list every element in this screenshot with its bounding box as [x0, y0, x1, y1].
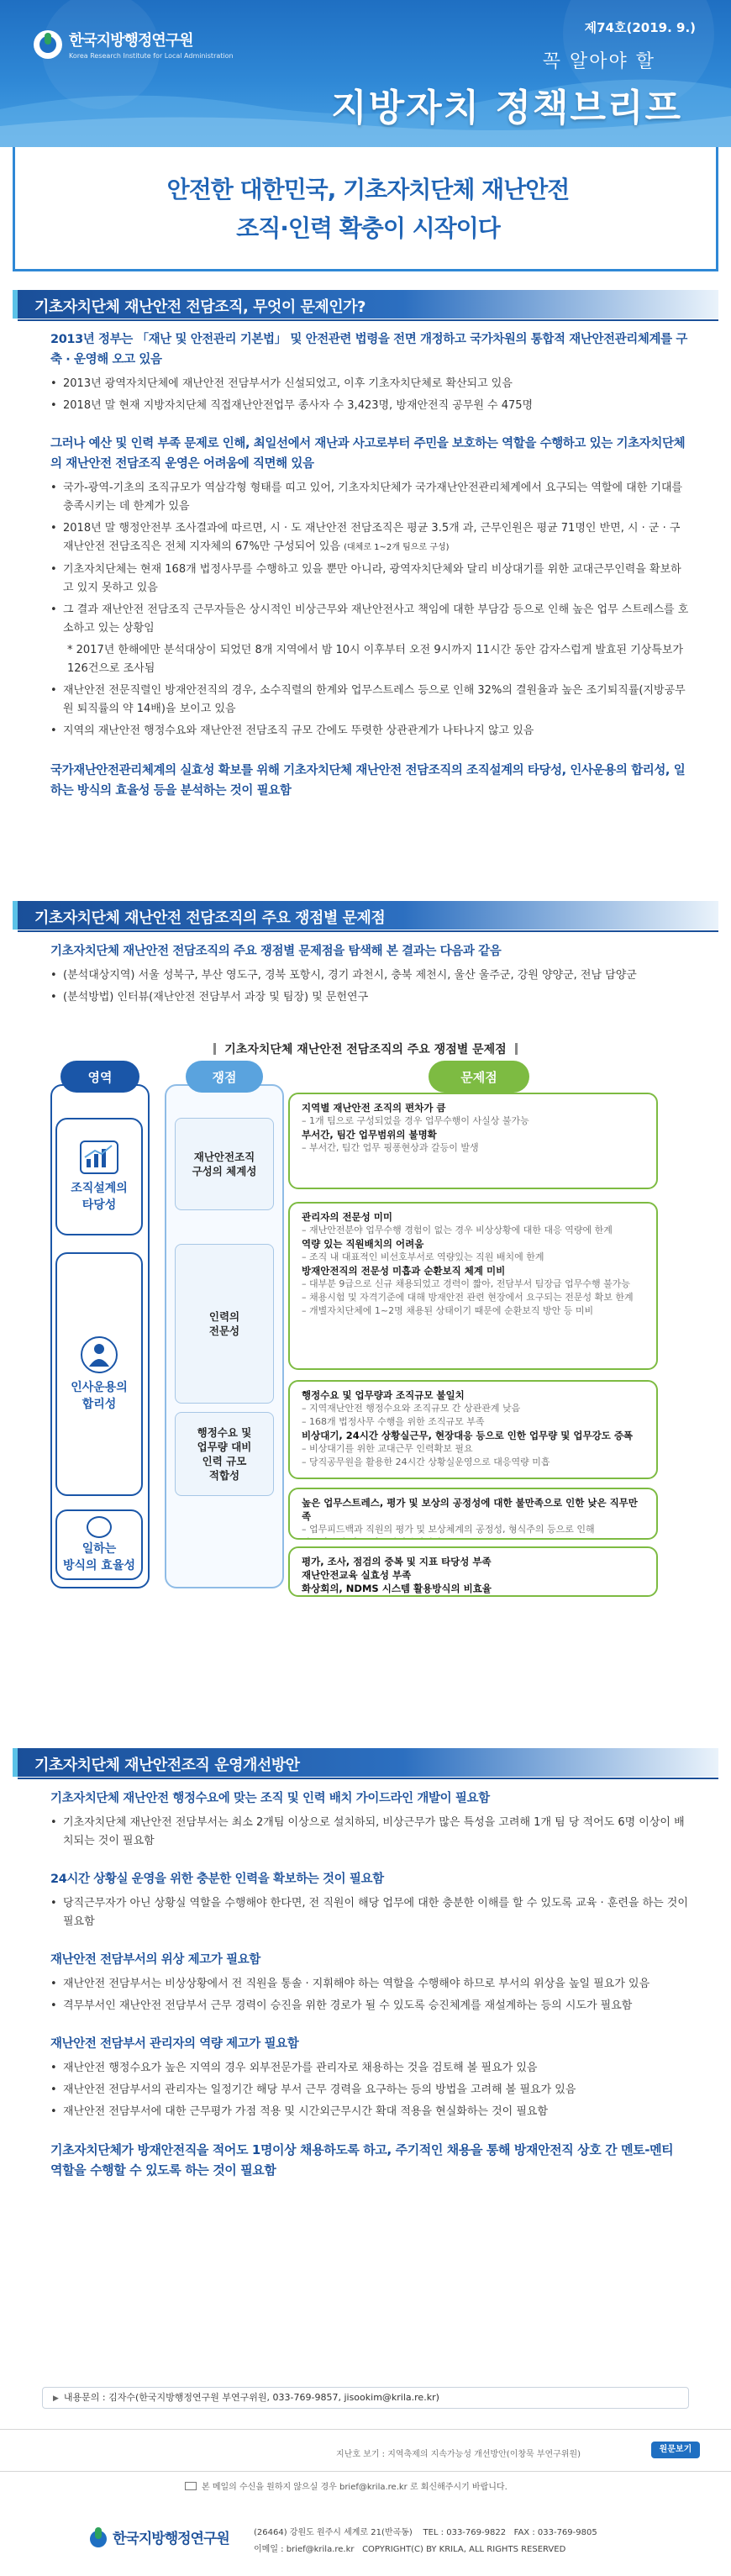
tagline: 꼭 알아야 할 — [542, 51, 655, 72]
problem-title: 재난안전교육 실효성 부족 — [302, 1569, 412, 1581]
org-name-en: Korea Research Institute for Local Administration — [69, 52, 234, 60]
footer-logo — [84, 2525, 229, 2548]
category-organization-design — [55, 1118, 143, 1235]
list-item — [50, 519, 689, 557]
tel: TEL : 033-769-9822 — [423, 2528, 507, 2537]
list-item: • 기초자치단체 재난안전 전담부서는 최소 2개팀 이상으로 설치하되, 비상근무가 많은 특성을 고려해 1개 팀 당 적어도 6명 이상이 배치되는 것이 필요함 — [50, 1814, 689, 1851]
list-item: • 재난안전 행정수요가 높은 지역의 경우 외부전문가를 관리자로 채용하는 것을 검토해 볼 필요가 있음 — [50, 2059, 689, 2078]
list-item: • 기초자치단체는 현재 168개 법정사무를 수행하고 있을 뿐만 아니라, 광역자치단체와 달리 비상대기를 위한 교대근무인력을 확보하고 있지 못하고 있음 — [50, 561, 689, 598]
problem-title: 지역별 재난안전 조직의 편차가 큼 — [302, 1102, 446, 1114]
krila-logo-icon — [84, 2525, 108, 2548]
list-item: • (분석대상지역) 서울 성북구, 부산 영도구, 경북 포항시, 경기 과천시, 충북 제천시, 울산 울주군, 강원 양양군, 전남 담양군 — [50, 967, 689, 985]
column-header-issue: 쟁점 — [186, 1061, 263, 1093]
copyright: COPYRIGHT(C) BY KRILA, ALL RIGHTS RESERVED — [362, 2545, 566, 2554]
chart-board-icon — [80, 1140, 118, 1174]
main-title-line2: 조직·인력 확충이 시작이다 — [236, 214, 500, 242]
section3-heading: 기초자치단체 재난안전조직 운영개선방안 — [13, 1748, 718, 1777]
list-item: • 2013년 광역자치단체에 재난안전 전담부서가 신설되었고, 이후 기초자치단체로 확산되고 있음 — [50, 375, 689, 393]
section1-lead1: 2013년 정부는 「재난 및 안전관리 기본법」 및 안전관련 법령을 전면 개정하고 국가차원의 통합적 재난안전관리체계를 구축 · 운영해 오고 있음 — [50, 333, 687, 366]
previous-issue-link[interactable]: 지난호 보기 : 지역축제의 지속가능성 개선방안(이창묵 부연구위원) — [336, 2450, 581, 2459]
list-item: • 그 결과 재난안전 전담조직 근무자들은 상시적인 비상근무와 재난안전사고 책임에 대한 부담감 등으로 인해 높은 업무 스트레스를 호소하고 있는 상황임 — [50, 601, 689, 638]
problem-box-efficiency — [288, 1546, 658, 1597]
problem-box-workload — [288, 1380, 658, 1479]
problem-detail: – 1개 팀으로 구성되었을 경우 업무수행이 사실상 불가능 — [302, 1115, 529, 1126]
problem-detail: – 지역재난안전 행정수요와 조직규모 간 상관관계 낮음 – 168개 법정사무 수행을 위한 조직규모 부족 — [302, 1403, 521, 1427]
section3-lead2: 24시간 상황실 운영을 위한 충분한 인력을 확보하는 것이 필요함 — [50, 1873, 384, 1886]
divider — [0, 2429, 731, 2430]
fax: FAX : 033-769-9805 — [513, 2528, 597, 2537]
problem-detail: – 대부분 9급으로 신규 채용되었고 경력이 짧아, 전담부서 팀장급 업무수행 불가능 – 채용시험 및 자격기준에 대해 방재안전 관련 현장에서 요구되는 전문성 확보 한계 – 개별자치단체에 1~2명 채용된 상태이기 때문에 순환보직 방안 등 미비 — [302, 1278, 634, 1316]
problem-title — [302, 1595, 644, 1597]
list-item: • 당직근무자가 아닌 상황실 역할을 수행해야 한다면, 전 직원이 해당 업무에 대한 충분한 이해를 할 수 있도록 교육 · 훈련을 하는 것이 필요함 — [50, 1894, 689, 1931]
category-work-efficiency — [55, 1509, 143, 1580]
divider — [0, 2471, 731, 2472]
problem-detail: – 업무피드백과 직원의 평가 및 보상체계의 공정성, 형식주의 등으로 인해 — [302, 1524, 595, 1535]
section1-lead2: 그러나 예산 및 인력 부족 문제로 인해, 최일선에서 재난과 사고로부터 주민을 보호하는 역할을 수행하고 있는 기초자치단체의 재난안전 전담조직 운영은 어려움에 직면해 있음 — [50, 437, 686, 471]
mail-icon — [185, 2482, 197, 2490]
section3-lead1: 기초자치단체 재난안전 행정수요에 맞는 조직 및 인력 배치 가이드라인 개발이 필요함 — [50, 1792, 490, 1805]
people-icon — [81, 1336, 118, 1373]
problem-box-evaluation — [288, 1488, 658, 1540]
issue-expertise: 인력의 전문성 — [175, 1244, 274, 1404]
category-label: 조직설계의 — [71, 1182, 128, 1195]
footer-org-name: 한국지방행정연구원 — [113, 2530, 229, 2547]
problem-title: 비상대기, 24시간 상황실근무, 현장대응 등으로 인한 업무량 및 업무강도 증폭 — [302, 1430, 634, 1441]
problem-detail: – 부서간, 팀간 업무 핑퐁현상과 갈등이 발생 — [302, 1142, 479, 1153]
problem-detail: – 재난안전분야 업무수행 경험이 없는 경우 비상상황에 대한 대응 역량에 한계 — [302, 1225, 613, 1235]
clock-icon — [87, 1516, 112, 1538]
main-title-box — [13, 147, 718, 271]
issue-structure: 재난안전조직 구성의 체계성 — [175, 1118, 274, 1210]
list-item: • (분석방법) 인터뷰(재난안전 전담부서 과장 및 팀장) 및 문헌연구 — [50, 988, 689, 1007]
list-item-text: 2018년 말 행정안전부 조사결과에 따르면, 시 · 도 재난안전 전담조직은 평균 3.5개 과, 근무인원은 평균 71명인 반면, 시 · 군 · 구 재난안전 전담조직은 전체 지자체의 67%만 구성되어 있음 — [63, 522, 681, 553]
problem-detail: – 조직 내 대표적인 비선호부서로 역량있는 직원 배치에 한계 — [302, 1251, 544, 1262]
footnote: * 2017년 한해에만 분석대상이 되었던 8개 지역에서 밤 10시 이후부터 오전 9시까지 11시간 동안 감자스럽게 발효된 기상특보가 126건으로 조사됨 — [67, 644, 683, 675]
problem-detail: – 비상대기를 위한 교대근무 인력확보 필요 – 당직공무원을 활용한 24시간 상황실운영으로 대응역량 미흡 — [302, 1443, 550, 1467]
list-item: • 재난안전 전담부서는 비상상황에서 전 직원을 통솔 · 지휘해야 하는 역할을 수행해야 하므로 부서의 위상을 높일 필요가 있음 — [50, 1975, 689, 1994]
footer-address — [254, 2525, 597, 2558]
list-item: • 2018년 말 현재 지방자치단체 직접재난안전업무 종사자 수 3,423명, 방재안전직 공무원 수 475명 — [50, 397, 689, 415]
list-item: • 지역의 재난안전 행정수요와 재난안전 전담조직 규모 간에도 뚜렷한 상관관계가 나타나지 않고 있음 — [50, 722, 689, 740]
unsubscribe-notice — [185, 2479, 507, 2492]
list-item: • 국가-광역-기초의 조직규모가 역삼각형 형태를 띠고 있어, 기초자치단체가 국가재난안전관리체계에서 요구되는 역할에 대한 기대를 충족시키는 데 한계가 있음 — [50, 479, 689, 516]
org-logo — [34, 29, 234, 60]
list-item: • 재난안전 전담부서에 대한 근무평가 가점 적용 및 시간외근무시간 확대 적용을 현실화하는 것이 필요함 — [50, 2103, 689, 2121]
header-banner — [0, 0, 731, 147]
address: (26464) 강원도 원주시 세계로 21(반곡동) — [254, 2528, 413, 2537]
email[interactable]: 이메일 : brief@krila.re.kr — [254, 2545, 355, 2554]
issue-number: 제74호(2019. 9.) — [584, 20, 696, 35]
column-header-problem: 문제점 — [429, 1061, 529, 1093]
column-header-area: 영역 — [60, 1061, 139, 1093]
problem-title: 방재안전직의 전문성 미흡과 순환보직 체계 미비 — [302, 1265, 506, 1277]
section3-conclusion: 기초자치단체가 방재안전직을 적어도 1명이상 채용하도록 하고, 주기적인 채용을 통해 방재안전직 상호 간 멘토-멘티 역할을 수행할 수 있도록 하는 것이 필요함 — [50, 2142, 674, 2178]
problem-title: 부서간, 팀간 업무범위의 불명확 — [302, 1129, 437, 1140]
org-name: 한국지방행정연구원 — [69, 32, 193, 50]
category-hr-management — [55, 1252, 143, 1496]
category-label: 인사운용의 — [71, 1381, 128, 1394]
section2-heading: 기초자치단체 재난안전 전담조직의 주요 쟁점별 문제점 — [13, 901, 718, 930]
footer — [0, 2513, 731, 2576]
section3-body — [50, 1788, 689, 2180]
problem-title: 역량 있는 직원배치의 어려움 — [302, 1238, 424, 1250]
list-item-note: (대체로 1~2개 팀으로 구성) — [344, 543, 450, 552]
problem-box-expertise — [288, 1202, 658, 1370]
section1-body — [50, 329, 689, 801]
list-item: • 재난안전 전문직렬인 방재안전직의 경우, 소수직렬의 한계와 업무스트레스 등으로 인해 32%의 결원율과 높은 조기퇴직률(지방공무원 퇴직률의 약 14배)을 보이고 있음 — [50, 682, 689, 719]
issue-workload: 행정수요 및 업무량 대비 인력 규모 적합성 — [175, 1412, 274, 1496]
problem-title: 관리자의 전문성 미미 — [302, 1211, 392, 1223]
list-item: • 재난안전 전담부서의 관리자는 일정기간 해당 부서 근무 경력을 요구하는 등의 방법을 고려해 볼 필요가 있음 — [50, 2081, 689, 2099]
problem-title: 행정수요 및 업무량과 조직규모 불일치 — [302, 1389, 465, 1401]
section3-lead3: 재난안전 전담부서의 위상 제고가 필요함 — [50, 1953, 260, 1967]
main-title-line1: 안전한 대한민국, 기초자치단체 재난안전 — [166, 176, 570, 203]
section2-lead: 기초자치단체 재난안전 전담조직의 주요 쟁점별 문제점을 탐색해 본 결과는 다음과 같음 — [50, 945, 502, 958]
category-label: 타당성 — [82, 1198, 117, 1212]
section2-body — [50, 941, 689, 1007]
main-title — [15, 171, 721, 248]
unsubscribe-text: 본 메일의 수신을 원하지 않으실 경우 brief@krila.re.kr 로 회신해주시기 바랍니다. — [202, 2483, 507, 2492]
problem-title: 높은 업무스트레스, 평가 및 보상의 공정성에 대한 불만족으로 인한 낮은 직무만족 — [302, 1497, 638, 1522]
diagram-title: 기초자치단체 재난안전 전담조직의 주요 쟁점별 문제점 — [192, 1040, 539, 1057]
contact-info: ▶ 내용문의 : 김자수(한국지방행정연구원 부연구위원, 033-769-9857, jisookim@krila.re.kr) — [42, 2387, 689, 2409]
category-label: 합리성 — [82, 1398, 117, 1411]
category-label: 방식의 효율성 — [62, 1559, 136, 1572]
problem-title: 화상회의, NDMS 시스템 활용방식의 비효율 — [302, 1583, 492, 1594]
category-label: 일하는 — [82, 1542, 117, 1556]
section1-conclusion: 국가재난안전관리체계의 실효성 확보를 위해 기초자치단체 재난안전 전담조직의 조직설계의 타당성, 인사운용의 합리성, 일하는 방식의 효율성 등을 분석하는 것이 필요함 — [50, 764, 686, 798]
krila-logo-icon — [34, 30, 62, 59]
problem-title: 평가, 조사, 점검의 중복 및 지표 타당성 부족 — [302, 1556, 492, 1567]
section3-lead4: 재난안전 전담부서 관리자의 역량 제고가 필요함 — [50, 2037, 299, 2051]
list-item: • 격무부서인 재난안전 전담부서 근무 경력이 승진을 위한 경로가 될 수 있도록 승진체계를 재설계하는 등의 시도가 필요함 — [50, 1997, 689, 2015]
section1-heading: 기초자치단체 재난안전 전담조직, 무엇이 문제인가? — [13, 290, 718, 319]
view-original-button[interactable]: 원문보기 — [651, 2442, 700, 2458]
problem-box-structure — [288, 1093, 658, 1189]
series-title: 지방자치 정책브리프 — [331, 87, 682, 129]
